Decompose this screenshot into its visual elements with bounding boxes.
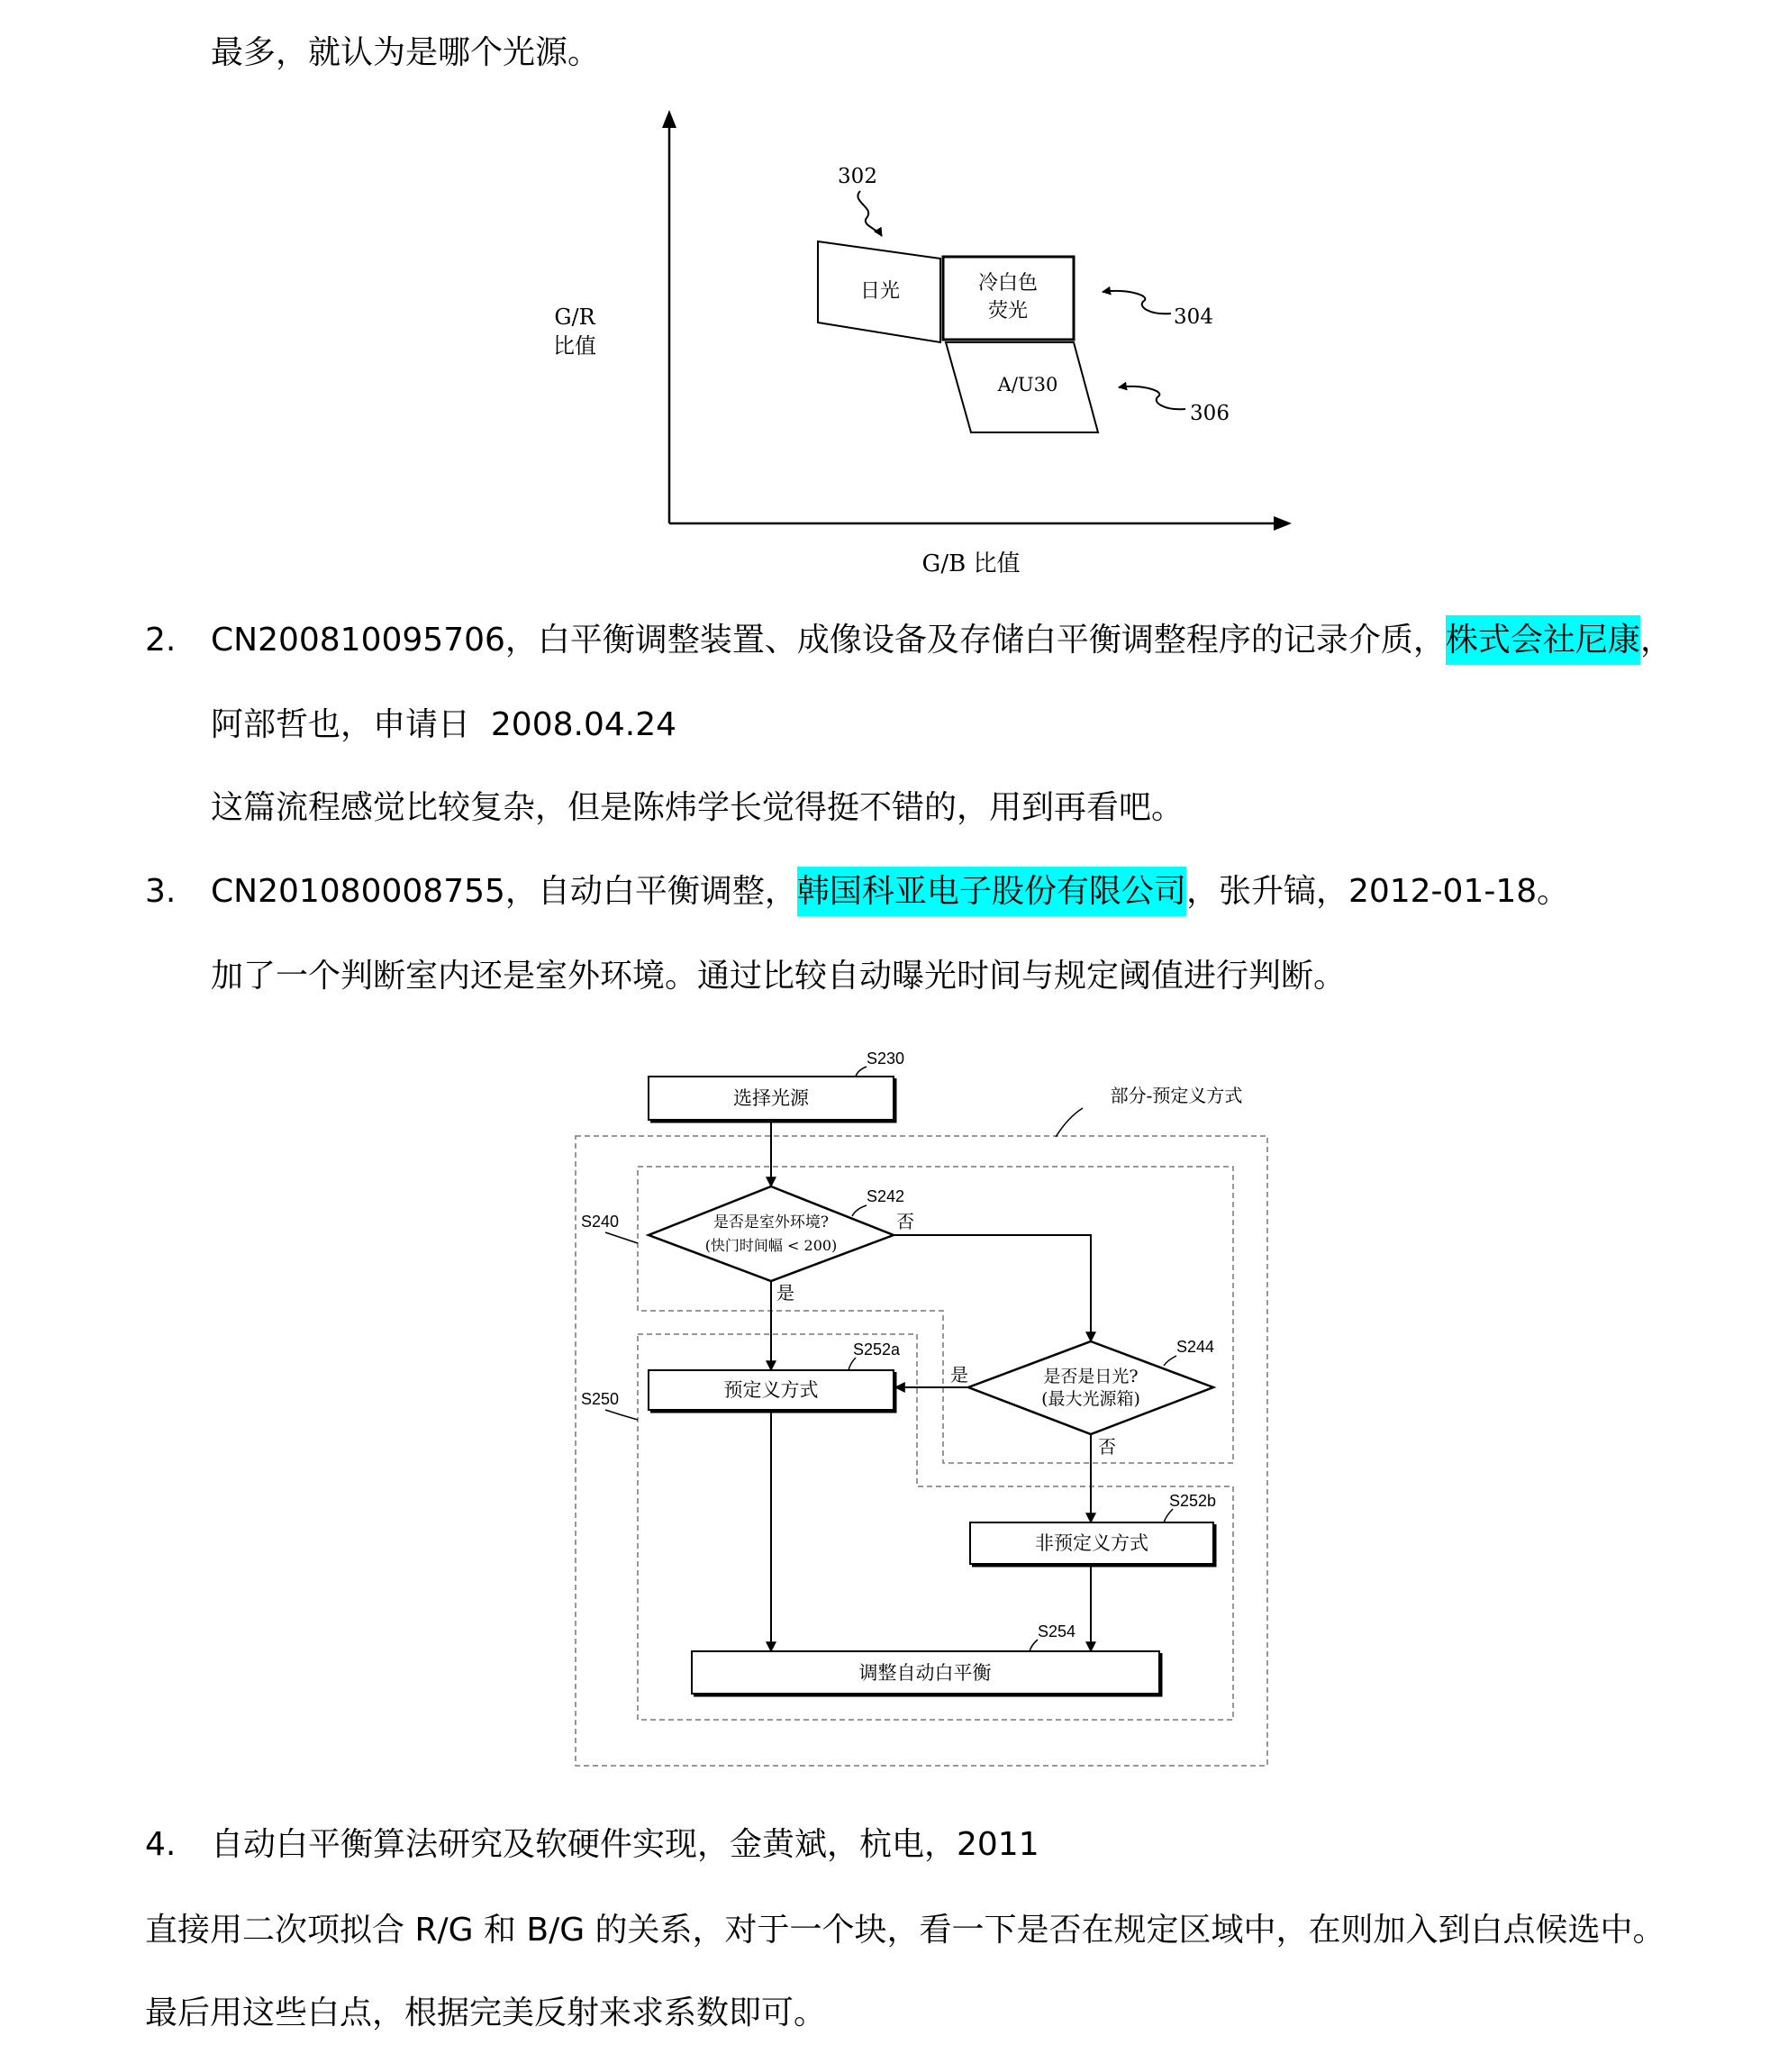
s250-leader xyxy=(605,1410,638,1420)
item-2-text-before: CN200810095706，白平衡调整装置、成像设备及存储白平衡调整程序的记录介质， xyxy=(211,622,1446,659)
item-3-highlight: 韩国科亚电子股份有限公司 xyxy=(797,867,1186,916)
partial-predefined-leader xyxy=(1056,1108,1083,1137)
light-source-region-figure xyxy=(0,90,1788,595)
item-3-number: 3. xyxy=(145,873,177,910)
daylight-question-text: 是否是日光? xyxy=(1043,1367,1139,1386)
y-axis-arrowhead xyxy=(662,110,676,128)
ref-306-label: 306 xyxy=(1190,402,1230,425)
item-2-note: 这篇流程感觉比较复杂，但是陈炜学长觉得挺不错的，用到再看吧。 xyxy=(211,789,1184,826)
outdoor-no-label: 否 xyxy=(896,1211,914,1232)
y-axis-label-line2: 比值 xyxy=(553,333,596,359)
ref-302-label: 302 xyxy=(838,165,877,188)
cool-white-label-line1: 冷白色 xyxy=(977,272,1039,295)
item-3-text-before: CN201080008755，自动白平衡调整， xyxy=(211,873,797,910)
partial-predefined-label: 部分-预定义方式 xyxy=(1110,1085,1243,1106)
outdoor-decision-diamond xyxy=(649,1186,894,1281)
predefined-mode-text: 预定义方式 xyxy=(723,1379,819,1401)
daylight-no-label: 否 xyxy=(1098,1436,1116,1458)
outdoor-yes-label: 是 xyxy=(776,1282,794,1304)
s254-label: S254 xyxy=(1037,1622,1076,1640)
y-axis-label-line1: G/R xyxy=(554,304,595,330)
s242-leader xyxy=(852,1205,867,1216)
ref-304-label: 304 xyxy=(1174,305,1213,329)
item-4-line3: 最后用这些白点，根据完美反射来求系数即可。 xyxy=(145,1995,827,2031)
item-4-number: 4. xyxy=(145,1826,177,1863)
x-axis-arrowhead xyxy=(1274,516,1292,531)
outdoor-condition-text: (快门时间幅 < 200) xyxy=(704,1237,838,1254)
adjust-awb-text: 调整自动白平衡 xyxy=(858,1662,992,1684)
select-light-source-text: 选择光源 xyxy=(733,1087,809,1109)
s250-label: S250 xyxy=(580,1390,620,1408)
daylight-region-label: 日光 xyxy=(859,280,901,303)
item-2-title-line xyxy=(211,619,1673,662)
s244-label: S244 xyxy=(1175,1338,1215,1356)
ref-302-arrow xyxy=(858,191,882,236)
arrow-s242-no-to-s244 xyxy=(894,1235,1091,1341)
outdoor-question-text: 是否是室外环境? xyxy=(712,1213,830,1231)
ref-306-arrow xyxy=(1119,386,1185,409)
s240-leader xyxy=(605,1232,638,1243)
x-axis-label: G/B 比值 xyxy=(921,550,1021,577)
s252a-label: S252a xyxy=(852,1340,901,1359)
item-3-title-line xyxy=(211,870,1569,913)
daylight-condition-text: (最大光源箱) xyxy=(1041,1389,1140,1409)
s230-leader xyxy=(856,1067,867,1077)
cool-white-label-line2: 荧光 xyxy=(987,300,1029,323)
s254-leader xyxy=(1030,1640,1038,1651)
awb-flowchart xyxy=(0,1036,1788,1784)
s252b-label: S252b xyxy=(1168,1492,1217,1510)
cool-white-fluorescent-region xyxy=(943,257,1074,340)
ref-304-arrow xyxy=(1103,291,1171,314)
item-2-line2: 阿部哲也，申请日 2008.04.24 xyxy=(211,706,677,743)
item-2-text-after: ， xyxy=(1639,622,1673,659)
intro-line: 最多，就认为是哪个光源。 xyxy=(211,34,601,71)
s230-label: S230 xyxy=(866,1050,905,1068)
item-4-line2: 直接用二次项拟合 R/G 和 B/G 的关系，对于一个块，看一下是否在规定区域中，在则加入到白点候选中。 xyxy=(145,1912,1665,1949)
item-2-number: 2. xyxy=(145,622,177,659)
s242-label: S242 xyxy=(866,1187,905,1205)
au30-region-label: A/U30 xyxy=(997,374,1058,395)
item-2-highlight: 株式会社尼康 xyxy=(1446,615,1640,665)
item-4-title: 自动白平衡算法研究及软硬件实现，金黄斌，杭电，2011 xyxy=(211,1826,1039,1863)
s252b-leader xyxy=(1164,1509,1173,1522)
daylight-yes-label: 是 xyxy=(950,1364,968,1386)
s252a-leader xyxy=(849,1358,856,1370)
non-predefined-mode-text: 非预定义方式 xyxy=(1035,1532,1148,1554)
s240-label: S240 xyxy=(580,1213,620,1231)
item-3-note: 加了一个判断室内还是室外环境。通过比较自动曝光时间与规定阈值进行判断。 xyxy=(211,958,1347,995)
item-3-text-after: ，张升镐，2012-01-18。 xyxy=(1185,873,1570,910)
s244-leader xyxy=(1164,1356,1176,1366)
